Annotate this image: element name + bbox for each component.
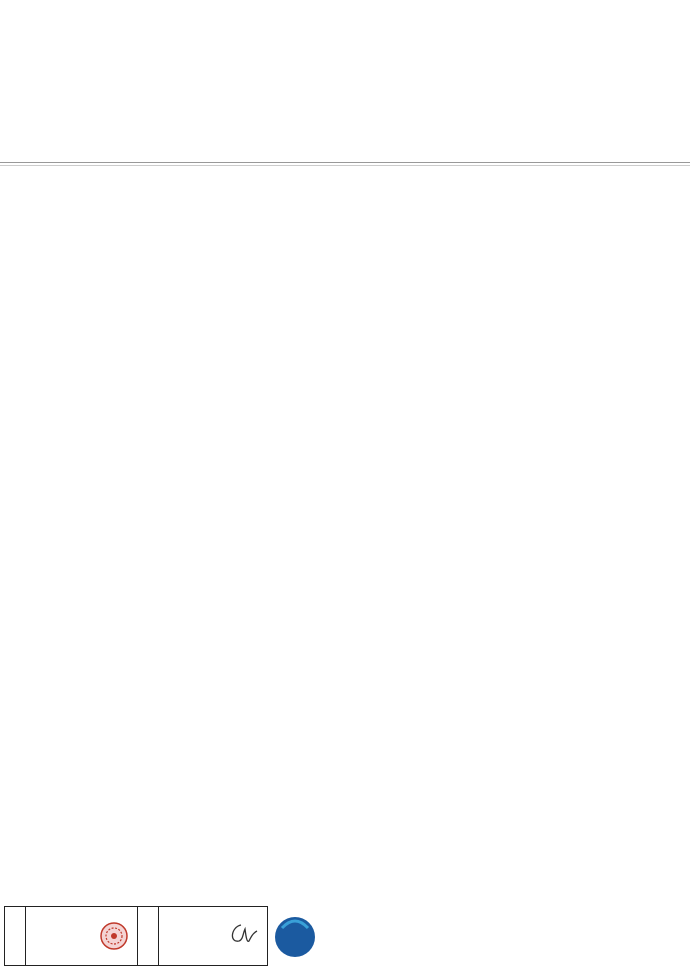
header-divider: [0, 162, 690, 163]
org-logo-area: [272, 906, 686, 964]
chart-svg: [50, 390, 590, 540]
header-divider-2: [0, 165, 690, 166]
tester-vertical-label: [5, 907, 26, 965]
reviewer-vertical-label: [137, 907, 159, 965]
seal-stamp-icon: [99, 921, 129, 951]
signature-box: [4, 906, 268, 966]
signature-icon: [227, 919, 263, 951]
sml-logo-icon: [272, 910, 318, 960]
